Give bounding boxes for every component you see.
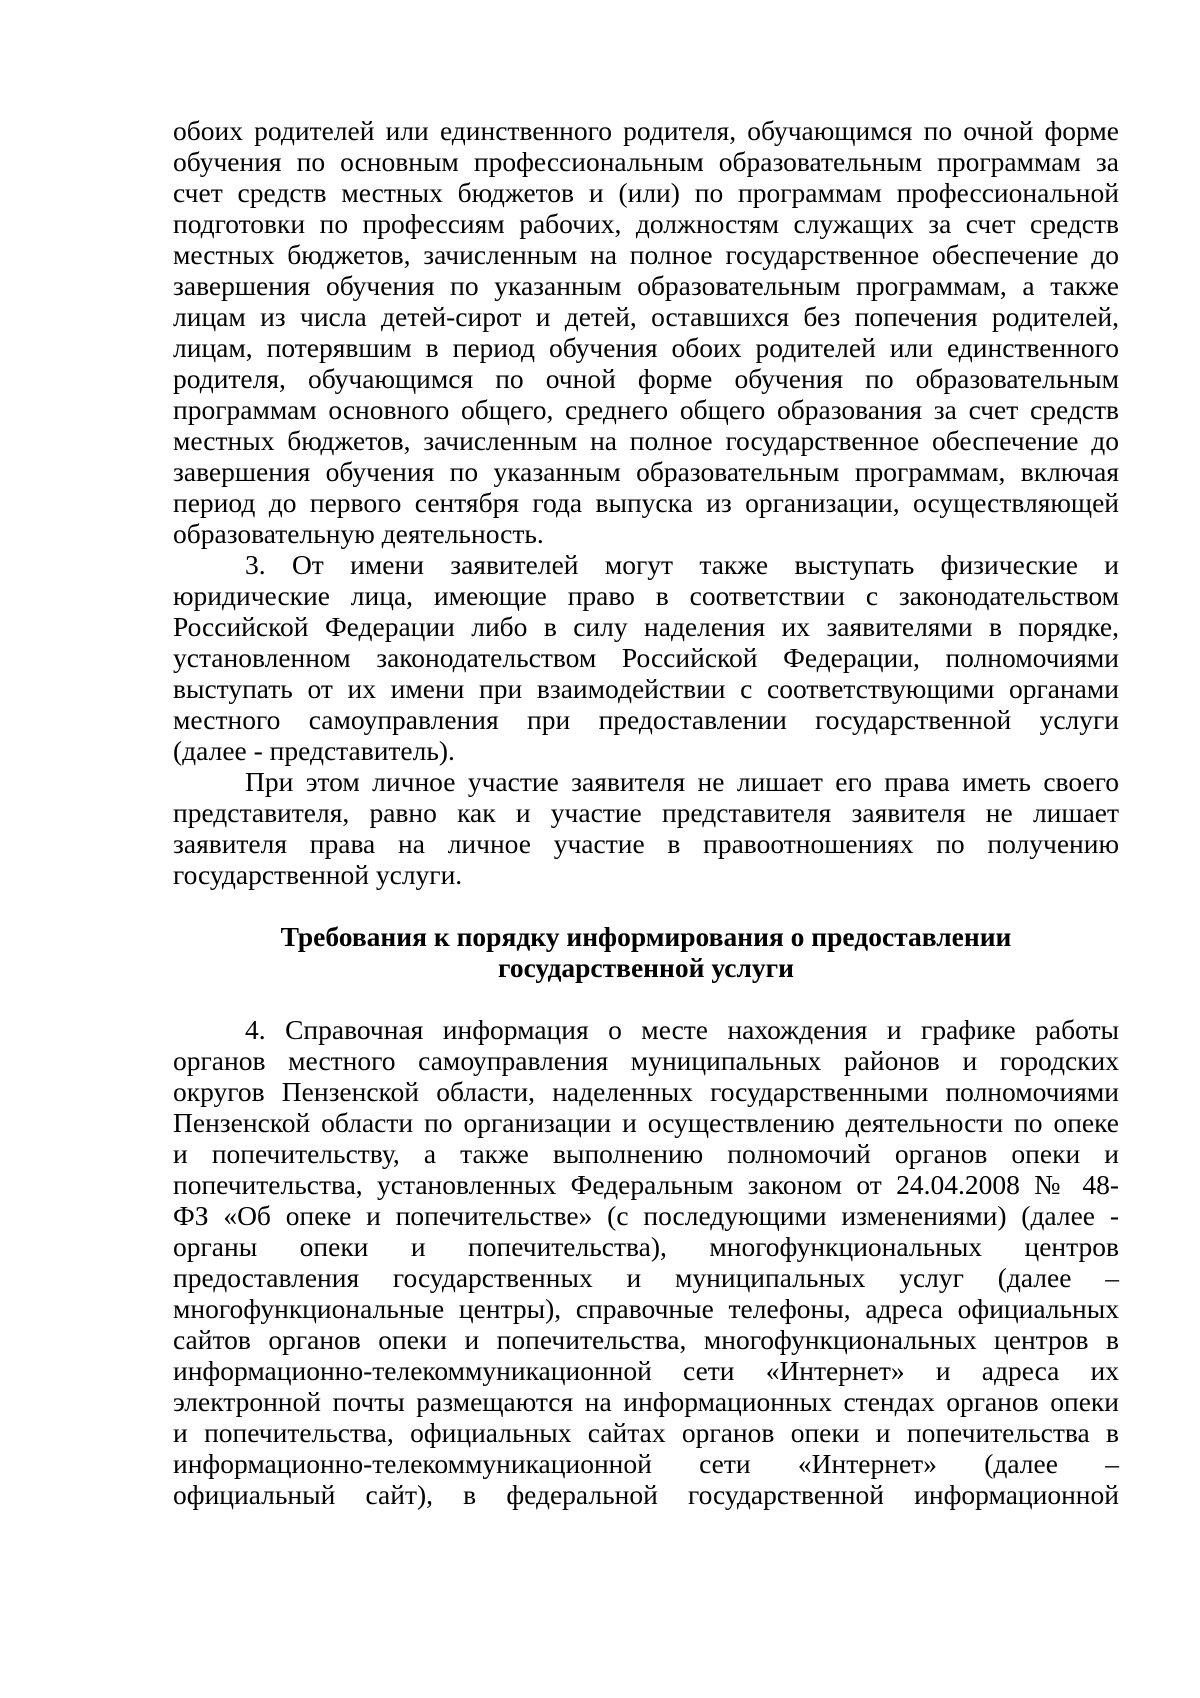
text-line: подготовки по профессиям рабочих, должностям служащих за счет средств bbox=[173, 208, 1119, 239]
text-line: представителя, равно как и участие представителя заявителя не лишает bbox=[173, 797, 1119, 828]
text-line: обоих родителей или единственного родителя, обучающимся по очной форме bbox=[173, 115, 1119, 146]
text-line: программам основного общего, среднего общего образования за счет средств bbox=[173, 394, 1119, 425]
text-line: предоставления государственных и муниципальных услуг (далее – bbox=[173, 1262, 1119, 1293]
text-line: период до первого сентября года выпуска из организации, осуществляющей bbox=[173, 487, 1119, 518]
text-line: завершения обучения по указанным образовательным программам, включая bbox=[173, 456, 1119, 487]
paragraph-item-4 bbox=[173, 1014, 1119, 1510]
text-line: округов Пензенской области, наделенных государственными полномочиями bbox=[173, 1076, 1119, 1107]
text-line: органов местного самоуправления муниципальных районов и городских bbox=[173, 1045, 1119, 1076]
paragraph-representative-note bbox=[173, 766, 1119, 890]
heading-line: Требования к порядку информирования о предоставлении bbox=[280, 921, 1012, 952]
text-line: установленном законодательством Российской Федерации, полномочиями bbox=[173, 642, 1119, 673]
heading-line: государственной услуги bbox=[498, 952, 794, 983]
text-line: счет средств местных бюджетов и (или) по программам профессиональной bbox=[173, 177, 1119, 208]
text-line: (далее - представитель). bbox=[173, 735, 455, 766]
text-line: завершения обучения по указанным образовательным программам, а также bbox=[173, 270, 1119, 301]
text-line: органы опеки и попечительства), многофункциональных центров bbox=[173, 1231, 1119, 1262]
text-line: Пензенской области по организации и осуществлению деятельности по опеке bbox=[173, 1107, 1119, 1138]
text-line: ФЗ «Об опеке и попечительстве» (с последующими изменениями) (далее - bbox=[173, 1200, 1119, 1231]
text-line: 3. От имени заявителей могут также выступать физические и bbox=[245, 549, 1119, 580]
text-line: государственной услуги. bbox=[173, 859, 463, 890]
text-line: лицам из числа детей-сирот и детей, оставшихся без попечения родителей, bbox=[173, 301, 1119, 332]
text-line: местных бюджетов, зачисленным на полное государственное обеспечение до bbox=[173, 239, 1119, 270]
section-heading bbox=[173, 921, 1119, 983]
text-line: родителя, обучающимся по очной форме обучения по образовательным bbox=[173, 363, 1119, 394]
paragraph-item-3 bbox=[173, 549, 1119, 766]
text-line: местного самоуправления при предоставлении государственной услуги bbox=[173, 704, 1119, 735]
text-line: и попечительства, официальных сайтах органов опеки и попечительства в bbox=[173, 1417, 1119, 1448]
text-line: лицам, потерявшим в период обучения обоих родителей или единственного bbox=[173, 332, 1119, 363]
text-line: сайтов органов опеки и попечительства, многофункциональных центров в bbox=[173, 1324, 1119, 1355]
text-line: информационно-телекоммуникационной сети «Интернет» и адреса их bbox=[173, 1355, 1119, 1386]
text-line: информационно-телекоммуникационной сети «Интернет» (далее – bbox=[173, 1448, 1119, 1479]
text-line: образовательную деятельность. bbox=[173, 518, 544, 549]
text-line: 4. Справочная информация о месте нахождения и графике работы bbox=[245, 1014, 1119, 1045]
text-line: Российской Федерации либо в силу наделения их заявителями в порядке, bbox=[173, 611, 1119, 642]
document-body bbox=[173, 115, 1119, 1510]
text-line: юридические лица, имеющие право в соответствии с законодательством bbox=[173, 580, 1119, 611]
text-line: многофункциональные центры), справочные телефоны, адреса официальных bbox=[173, 1293, 1119, 1324]
text-line: При этом личное участие заявителя не лишает его права иметь своего bbox=[245, 766, 1119, 797]
text-line: электронной почты размещаются на информационных стендах органов опеки bbox=[173, 1386, 1119, 1417]
text-line: выступать от их имени при взаимодействии с соответствующими органами bbox=[173, 673, 1119, 704]
text-line: попечительства, установленных Федеральным законом от 24.04.2008 № 48- bbox=[173, 1169, 1119, 1200]
paragraph-continuation bbox=[173, 115, 1119, 549]
text-line: местных бюджетов, зачисленным на полное государственное обеспечение до bbox=[173, 425, 1119, 456]
text-line: официальный сайт), в федеральной государственной информационной bbox=[173, 1479, 1119, 1510]
text-line: заявителя права на личное участие в правоотношениях по получению bbox=[173, 828, 1119, 859]
text-line: обучения по основным профессиональным образовательным программам за bbox=[173, 146, 1119, 177]
text-line: и попечительству, а также выполнению полномочий органов опеки и bbox=[173, 1138, 1119, 1169]
